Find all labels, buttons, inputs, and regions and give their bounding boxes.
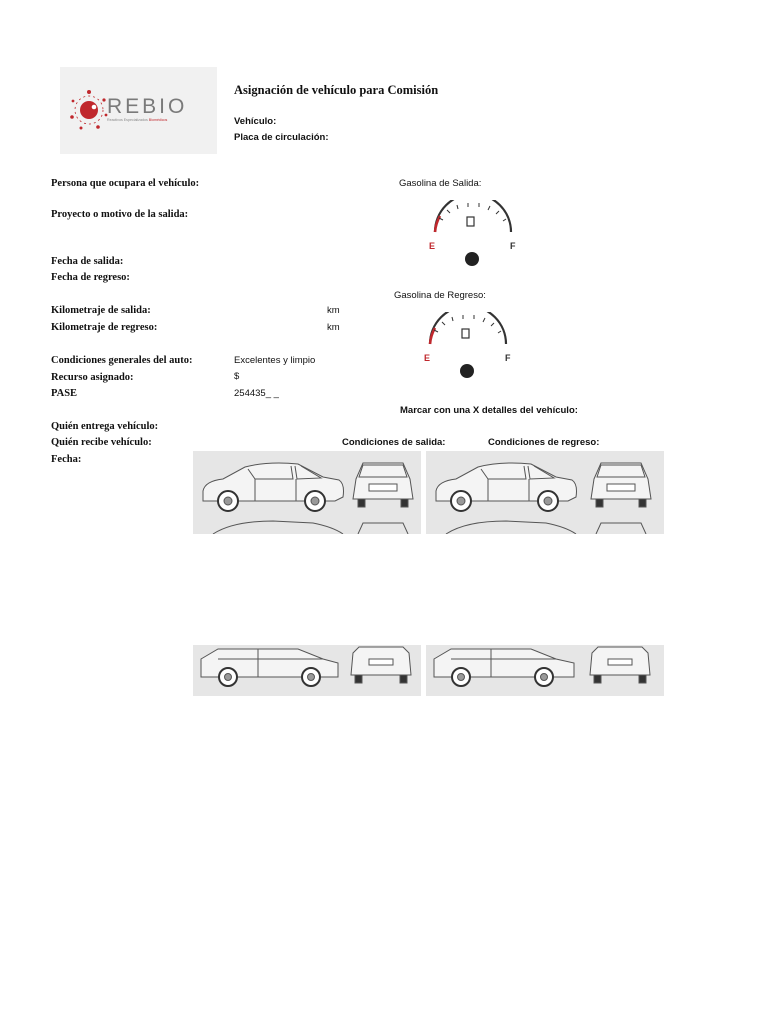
fuel-empty-mark: E [429, 241, 436, 251]
vehiculo-label: Vehículo: [234, 116, 277, 127]
car-top-partial-icon [213, 521, 408, 534]
logo-brand-text: REBIO [107, 95, 188, 118]
condiciones-regreso-label: Condiciones de regreso: [488, 437, 600, 448]
fuel-gauge-salida [418, 200, 528, 260]
company-logo [60, 67, 217, 154]
fecha-regreso-label: Fecha de regreso: [51, 272, 130, 283]
recurso-value: $ [234, 371, 240, 382]
km-salida-unit: km [327, 305, 340, 316]
condiciones-salida-label: Condiciones de salida: [342, 437, 446, 448]
fuel-gauge-regreso [413, 312, 523, 372]
car-front-icon [353, 463, 413, 507]
fuel-regreso-label: Gasolina de Regreso: [394, 290, 486, 301]
fuel-pump-icon [467, 217, 474, 226]
fuel-empty-mark: E [424, 353, 431, 363]
car-diagram-regreso-top[interactable] [426, 451, 664, 534]
gauge-hub [465, 252, 479, 266]
car-side-rear-icon [434, 649, 574, 686]
km-regreso-label: Kilometraje de regreso: [51, 322, 158, 333]
car-rear-icon [590, 647, 650, 683]
fecha-label: Fecha: [51, 454, 82, 465]
condiciones-label: Condiciones generales del auto: [51, 355, 193, 366]
km-salida-label: Kilometraje de salida: [51, 305, 151, 316]
pase-label: PASE [51, 388, 78, 399]
document-title: Asignación de vehículo para Comisión [234, 83, 439, 97]
logo-tagline-main: Reactivos Especializados [107, 118, 148, 122]
km-regreso-unit: km [327, 322, 340, 333]
proyecto-label: Proyecto o motivo de la salida: [51, 209, 189, 220]
car-side-icon [436, 463, 577, 511]
inspection-instruction: Marcar con una X detalles del vehículo: [400, 405, 578, 416]
recurso-label: Recurso asignado: [51, 372, 134, 383]
placa-label: Placa de circulación: [234, 132, 329, 143]
fuel-full-mark: F [510, 241, 516, 251]
car-side-icon [203, 463, 344, 511]
fecha-salida-label: Fecha de salida: [51, 256, 124, 267]
gauge-hub [460, 364, 474, 378]
car-side-rear-icon [201, 649, 338, 686]
logo-emblem-icon [68, 87, 110, 133]
fuel-pump-icon [462, 329, 469, 338]
logo-tagline [107, 118, 167, 122]
fuel-full-mark: F [505, 353, 511, 363]
car-diagram-regreso-bottom[interactable] [426, 645, 664, 696]
car-diagram-salida-top[interactable] [193, 451, 421, 534]
quien-entrega-label: Quién entrega vehículo: [51, 421, 159, 432]
condiciones-value: Excelentes y limpio [234, 355, 316, 366]
logo-tagline-accent: Biomédicos [148, 118, 168, 122]
car-top-partial-icon [446, 521, 646, 534]
persona-label: Persona que ocupara el vehículo: [51, 178, 200, 189]
fuel-salida-label: Gasolina de Salida: [399, 178, 482, 189]
quien-recibe-label: Quién recibe vehículo: [51, 437, 152, 448]
pase-value: 254435_ _ [234, 388, 279, 399]
car-diagram-salida-bottom[interactable] [193, 645, 421, 696]
car-front-icon [591, 463, 651, 507]
car-rear-icon [351, 647, 411, 683]
